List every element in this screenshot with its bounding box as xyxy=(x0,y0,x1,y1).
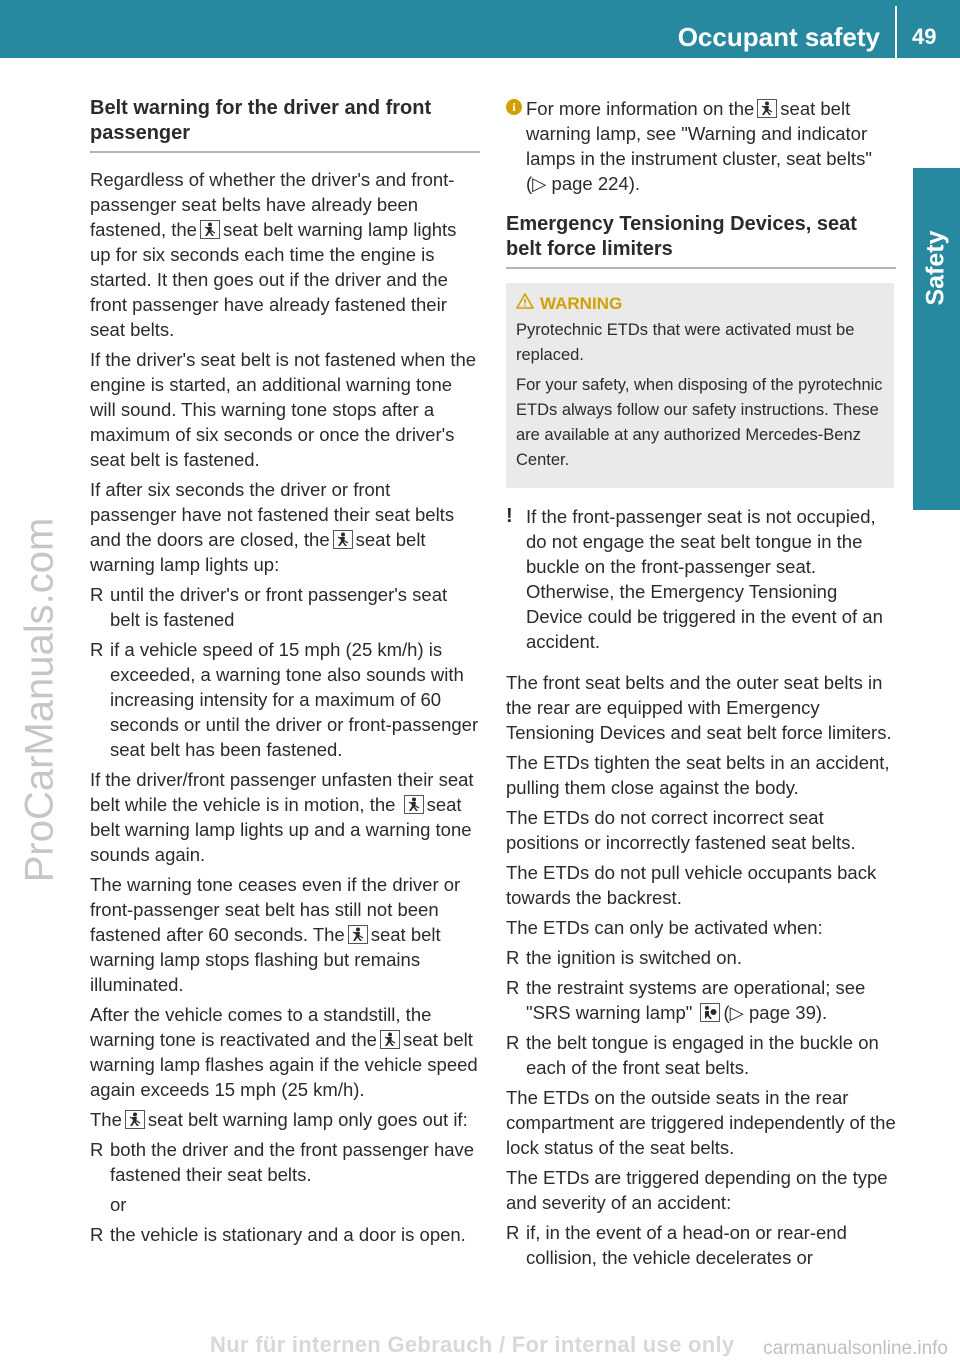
footer-site: carmanualsonline.info xyxy=(763,1338,948,1359)
page-number: 49 xyxy=(912,24,937,49)
section-title: Occupant safety xyxy=(677,22,880,52)
seatbelt-warning-icon xyxy=(125,1110,145,1129)
paragraph: The ETDs can only be activated when: xyxy=(506,917,823,938)
paragraph xyxy=(90,477,480,577)
paragraph-text: Regardless of whether the driver's and front-passenger seat belts have already been fastened, the xyxy=(90,169,455,240)
or-separator: or xyxy=(110,1194,127,1215)
paragraph xyxy=(90,167,480,342)
paragraph xyxy=(90,872,480,997)
paragraph: The ETDs do not correct incorrect seat positions or incorrectly fastened seat belts. xyxy=(506,807,856,853)
seatbelt-warning-icon xyxy=(200,220,220,239)
list-item xyxy=(90,637,480,762)
paragraph-text: seat belt warning lamp only goes out if: xyxy=(147,1109,468,1130)
seatbelt-warning-icon xyxy=(404,795,424,814)
list-item xyxy=(506,945,896,970)
bullet-mark: R xyxy=(506,1222,520,1243)
paragraph-text: If the driver/front passenger unfasten their seat belt while the vehicle is in motion, the xyxy=(90,769,474,815)
list-item-text: until the driver's or front passenger's seat belt is fastened xyxy=(110,584,448,630)
paragraph: The ETDs on the outside seats in the rear compartment are triggered independently of the lock status of the seat belts. xyxy=(506,1087,896,1158)
paragraph: If the driver's seat belt is not fastened when the engine is started, an additional warning tone will sound. This warning tone stops after a maximum of six seconds or once the driver's seat belt is fastened. xyxy=(90,349,477,470)
bullet-mark: R xyxy=(506,947,520,968)
paragraph-text: seat belt warning lamp lights up and a warning tone sounds again. xyxy=(90,794,472,865)
paragraph xyxy=(90,1107,480,1132)
bullet-mark: R xyxy=(90,1224,104,1245)
list-item xyxy=(506,1220,896,1270)
note-text: seat belt warning lamp, see "Warning and indicator lamps in the instrument cluster, seat belts" (▷ page 224). xyxy=(526,98,872,194)
warning-text: For your safety, when disposing of the pyrotechnic ETDs always follow our safety instructions. These are available at any authorized Mercedes-Benz Center. xyxy=(516,376,883,469)
list-item-text: both the driver and the front passenger have fastened their seat belts. xyxy=(110,1139,475,1185)
paragraph: The front seat belts and the outer seat belts in the rear are equipped with Emergency Tensioning Devices and seat belt force limiters. xyxy=(506,672,892,743)
side-watermark: ProCarManuals.com xyxy=(17,517,62,883)
paragraph: The ETDs tighten the seat belts in an accident, pulling them close against the body. xyxy=(506,752,890,798)
paragraph: The ETDs do not pull vehicle occupants back towards the backrest. xyxy=(506,862,877,908)
footer-watermark: Nur für internen Gebrauch / For internal use only xyxy=(210,1332,735,1357)
side-tab-label: Safety xyxy=(921,230,950,306)
warning-header xyxy=(516,291,884,316)
seatbelt-warning-icon xyxy=(348,925,368,944)
list-item xyxy=(90,1222,480,1247)
warning-title: WARNING xyxy=(540,294,623,313)
paragraph xyxy=(90,1002,480,1102)
list-item xyxy=(90,582,480,632)
list-item xyxy=(506,1030,896,1080)
left-column xyxy=(90,96,480,1252)
paragraph-text: The warning tone ceases even if the driver or front-passenger seat belt has still not been fastened after 60 seconds. The xyxy=(90,874,461,945)
warning-box xyxy=(506,283,894,488)
paragraph-text: After the vehicle comes to a standstill, the warning tone is reactivated and the xyxy=(90,1004,432,1050)
paragraph-text: seat belt warning lamp lights up: xyxy=(90,529,426,575)
paragraph-text: seat belt warning lamp lights up for six seconds each time the engine is started. It then goes out if the driver and the front passenger have already fastened their seat belts. xyxy=(90,219,457,340)
header-divider xyxy=(895,6,897,58)
list-item-text: if a vehicle speed of 15 mph (25 km/h) is exceeded, a warning tone also sounds with increasing intensity for a maximum of 60 seconds or until the driver or front-passenger seat belt has been fastened. xyxy=(110,639,479,760)
list-item-text: (▷ page 39). xyxy=(723,1002,828,1023)
list-item-text: the vehicle is stationary and a door is open. xyxy=(110,1224,466,1245)
info-note xyxy=(506,96,896,196)
bullet-mark: R xyxy=(506,977,520,998)
note-text: For more information on the xyxy=(526,98,755,119)
seatbelt-warning-icon xyxy=(333,530,353,549)
list-item xyxy=(90,1137,480,1187)
note-text: If the front-passenger seat is not occupied, do not engage the seat belt tongue in the buckle on the front-passenger seat. Otherwise, the Emergency Tensioning Device could be triggered in the event of an accident. xyxy=(526,506,883,652)
paragraph-text: The xyxy=(90,1109,122,1130)
paragraph-text: seat belt warning lamp stops flashing but remains illuminated. xyxy=(90,924,441,995)
paragraph: The ETDs are triggered depending on the type and severity of an accident: xyxy=(506,1167,888,1213)
paragraph-text: If after six seconds the driver or front passenger have not fastened their seat belts and the doors are closed, the xyxy=(90,479,455,550)
paragraph-text: seat belt warning lamp flashes again if the vehicle speed again exceeds 15 mph (25 km/h). xyxy=(90,1029,478,1100)
info-icon: i xyxy=(506,99,522,115)
seatbelt-warning-icon xyxy=(380,1030,400,1049)
paragraph xyxy=(90,767,480,867)
caution-note xyxy=(506,504,896,654)
exclamation-icon: ! xyxy=(506,505,513,527)
section-heading: Belt warning for the driver and front passenger xyxy=(90,96,480,153)
seatbelt-warning-icon xyxy=(757,99,777,118)
list-item-text: if, in the event of a head-on or rear-end collision, the vehicle decelerates or xyxy=(526,1222,847,1268)
bullet-mark: R xyxy=(506,1032,520,1053)
list-item xyxy=(506,975,896,1025)
side-tab xyxy=(913,168,960,510)
right-column xyxy=(506,96,896,1275)
list-item-text: the ignition is switched on. xyxy=(526,947,742,968)
bullet-mark: R xyxy=(90,1139,104,1160)
bullet-mark: R xyxy=(90,639,104,660)
warning-text: Pyrotechnic ETDs that were activated must be replaced. xyxy=(516,321,855,364)
section-heading: Emergency Tensioning Devices, seat belt force limiters xyxy=(506,212,896,269)
list-item-text: the restraint systems are operational; see "SRS warning lamp" xyxy=(526,977,866,1023)
list-item-text: the belt tongue is engaged in the buckle on each of the front seat belts. xyxy=(526,1032,879,1078)
warning-triangle-icon xyxy=(516,291,534,316)
srs-airbag-icon xyxy=(700,1003,720,1022)
bullet-mark: R xyxy=(90,584,104,605)
